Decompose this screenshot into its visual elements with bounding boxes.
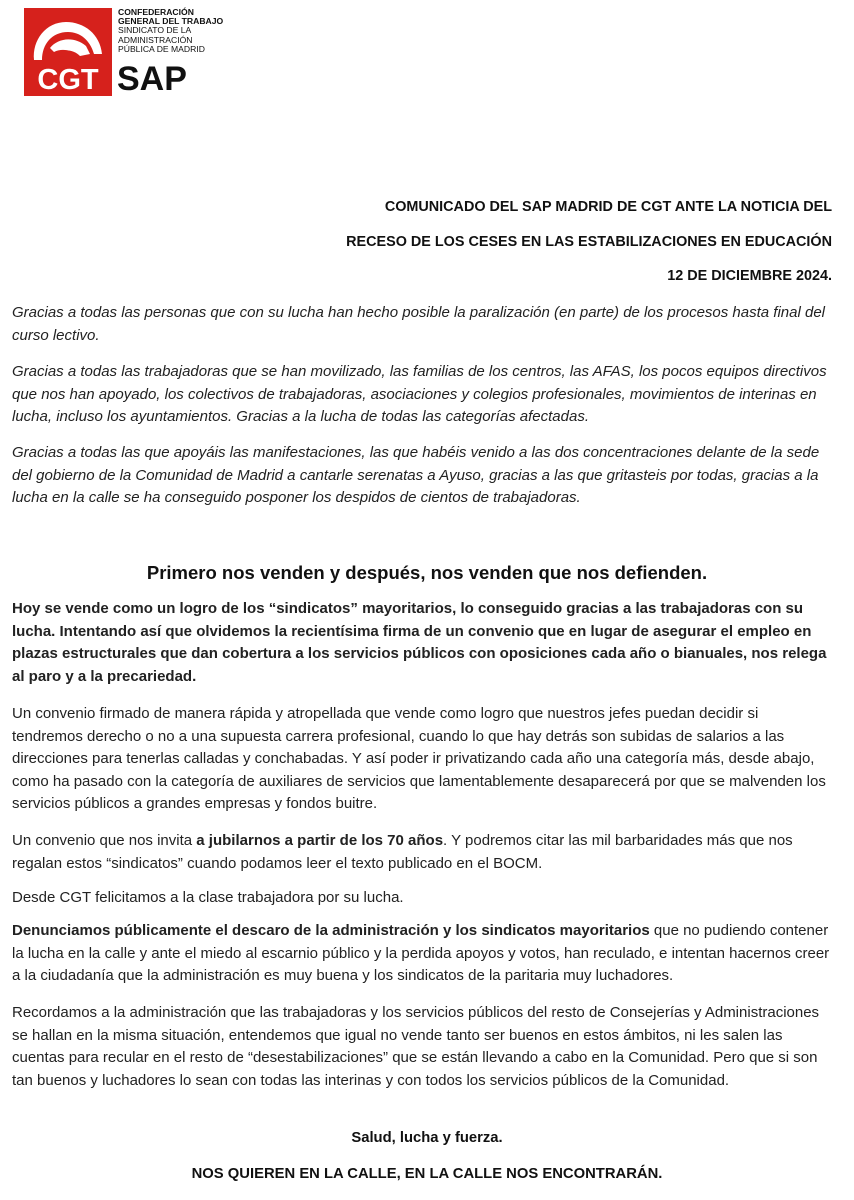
org-line: ADMINISTRACIÓN [118,34,193,45]
cgt-wordmark: CGT [37,64,99,96]
body-paragraph-1: Un convenio firmado de manera rápida y atropellada que vende como logro que nuestros jefes puedan decidir si tendremos derecho o no a una supuesta carrera profesional, cuando lo que hay detrás son subidas de salarios a las direcciones para tenerlas calladas y conchabadas. Y así poder ir privatizando cada año una categoría más, desde abajo, como ha pasado con la categoría de auxiliares de servicios que lamentablemente desaparecerá por que se malvenden los servicios públicos a grandes empresas y fondos buitre. [12,705,826,813]
p4-bold: Denunciamos públicamente el descaro de la administración y los sindicatos mayoritarios [12,922,650,939]
cgt-sap-logo [24,8,224,96]
closing-salute: Salud, lucha y fuerza. [351,1130,503,1146]
org-line: CONFEDERACIÓN [118,7,194,17]
org-line: SINDICATO DE LA [118,25,192,36]
thanks-paragraph-2: Gracias a todas las trabajadoras que se han movilizado, las familias de los centros, las AFAS, los pocos equipos directivos que nos han apoyado, los colectivos de trabajadoras, asociaciones y colegios profesionales, movimientos de interinas en lucha, incluso los ayuntamientos. Gracias a la lucha de todas las categorías afectadas. [12,363,827,426]
section-subtitle: Primero nos venden y después, nos venden que nos defienden. [146,562,708,583]
organization-name [118,8,223,54]
thanks-paragraph-3: Gracias a todas las que apoyáis las manifestaciones, las que habéis venido a las dos concentraciones delante de la sede del gobierno de la Comunidad de Madrid a cantarle serenatas a Ayuso, gracias a las que gritasteis por todas, gracias a la lucha en la calle se ha conseguido posponer los despidos de cientos de trabajadoras. [12,444,820,507]
thanks-paragraph-1: Gracias a todas las personas que con su lucha han hecho posible la paralización (en parte) de los procesos hasta final del curso lectivo. [12,304,825,344]
cgt-emblem [24,8,112,96]
closing-slogan: NOS QUIEREN EN LA CALLE, EN LA CALLE NOS ENCONTRARÁN. [191,1166,663,1182]
intro-paragraph: Hoy se vende como un logro de los “sindicatos” mayoritarios, lo conseguido gracias a las trabajadoras con su lucha. Intentando así que olvidemos la recientísima firma de un convenio que en lugar de asegurar el empleo en plazas estructurales que dan cobertura a los servicios públicos con oposiciones cada año o bianuales, nos relega al paro y a la precariedad. [12,600,827,685]
body-paragraph-4 [12,920,832,988]
p2-bold: a jubilarnos a partir de los 70 años [196,832,444,849]
header-title-line1: COMUNICADO DEL SAP MADRID DE CGT ANTE LA NOTICIA DEL [384,199,832,215]
body-paragraph-5: Recordamos a la administración que las trabajadoras y los servicios públicos del resto de Consejerías y Administraciones se hallan en la misma situación, entendemos que igual no vende tanto ser buenos en estos ámbitos, ni les salen las cuentas para recular en el resto de “desestabilizaciones” que se están llevando a cabo en la Comunidad. Pero que si son tan buenos y luchadores lo sean con todas las interinas y con todos los servicios públicos de la Comunidad. [12,1004,820,1089]
header-title-line2: RECESO DE LOS CESES EN LAS ESTABILIZACIONES EN EDUCACIÓN [346,234,832,250]
sap-wordmark: SAP [117,60,187,98]
p2-text-b: . Y podremos citar las mil barbaridades más que nos regalan estos “sindicatos” cuando podamos leer el texto publicado en el BOCM. [12,832,793,872]
p2-text-a: Un convenio que nos invita [12,832,197,849]
org-line: GENERAL DEL TRABAJO [118,16,224,27]
header-date: 12 DE DICIEMBRE 2024. [667,268,832,284]
body-paragraph-3: Desde CGT felicitamos a la clase trabajadora por su lucha. [12,889,404,906]
org-line: PÚBLICA DE MADRID [118,43,205,54]
p4-rest: que no pudiendo contener la lucha en la calle y ante el miedo al escarnio público y la perdida apoyos y votos, han reculado, e intentan hacernos creer a la ciudadanía que la administración es muy buena y los sindicatos de la paritaria muy luchadores. [12,922,830,985]
body-paragraph-2 [12,830,832,875]
